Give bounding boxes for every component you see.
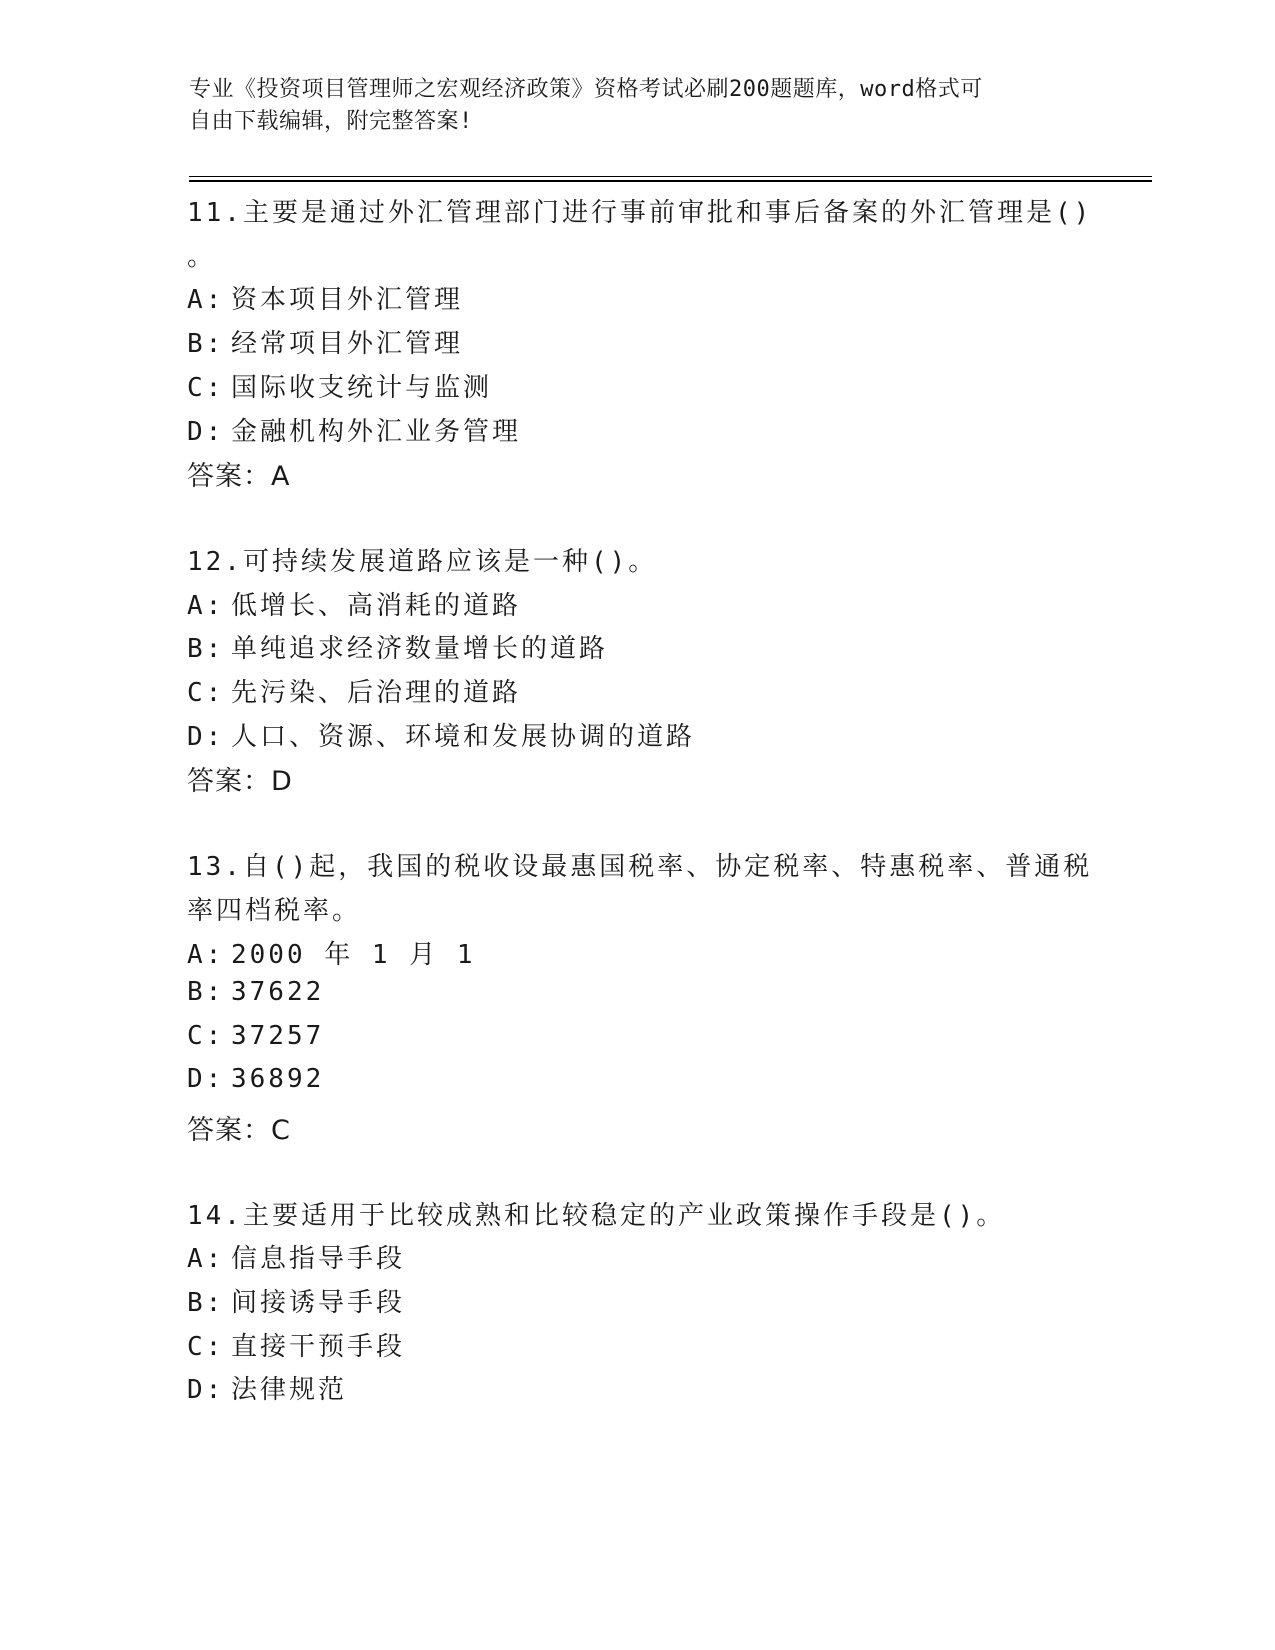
option-text: 2000 年 1 月 1 bbox=[231, 940, 476, 970]
question-14-option-d bbox=[187, 1369, 347, 1406]
option-letter: B: bbox=[187, 977, 225, 1007]
document-header bbox=[189, 74, 1089, 138]
option-letter: C: bbox=[187, 1021, 225, 1051]
question-13-option-a bbox=[187, 934, 476, 971]
option-letter: D: bbox=[187, 1064, 225, 1094]
option-letter: D: bbox=[187, 417, 225, 447]
question-11-option-d bbox=[187, 411, 521, 448]
option-text: 信息指导手段 bbox=[231, 1244, 406, 1274]
option-text: 37257 bbox=[231, 1021, 325, 1051]
question-11-answer: 答案：A bbox=[187, 461, 291, 492]
option-text: 资本项目外汇管理 bbox=[231, 285, 464, 315]
question-11-option-c bbox=[187, 367, 492, 404]
question-12-option-c bbox=[187, 672, 521, 709]
option-text: 先污染、后治理的道路 bbox=[231, 678, 522, 708]
question-11-stem-cont: 。 bbox=[187, 242, 217, 272]
option-letter: A: bbox=[187, 940, 225, 970]
option-letter: A: bbox=[187, 591, 225, 621]
question-13-answer: 答案：C bbox=[187, 1115, 291, 1146]
question-13-stem: 13.自()起，我国的税收设最惠国税率、协定税率、特惠税率、普通税 bbox=[187, 852, 1093, 882]
question-13-option-c bbox=[187, 1021, 324, 1051]
question-13-option-b bbox=[187, 977, 324, 1007]
question-14-option-c bbox=[187, 1326, 405, 1363]
option-letter: C: bbox=[187, 678, 225, 708]
question-11-option-a bbox=[187, 279, 463, 316]
question-12-option-d bbox=[187, 716, 695, 753]
option-text: 金融机构外汇业务管理 bbox=[231, 417, 522, 447]
question-12-answer: 答案：D bbox=[187, 766, 293, 797]
option-letter: B: bbox=[187, 329, 225, 359]
option-letter: A: bbox=[187, 285, 225, 315]
question-13-option-d bbox=[187, 1064, 324, 1094]
question-14-option-a bbox=[187, 1238, 405, 1275]
option-letter: D: bbox=[187, 1375, 225, 1405]
option-letter: A: bbox=[187, 1244, 225, 1274]
question-11-stem: 11.主要是通过外汇管理部门进行事前审批和事后备案的外汇管理是() bbox=[187, 198, 1093, 228]
header-line-1: 专业《投资项目管理师之宏观经济政策》资格考试必刷200题题库，word格式可 bbox=[189, 77, 983, 102]
option-text: 36892 bbox=[231, 1064, 325, 1094]
option-text: 低增长、高消耗的道路 bbox=[231, 591, 522, 621]
question-11-option-b bbox=[187, 323, 463, 360]
option-text: 人口、资源、环境和发展协调的道路 bbox=[231, 722, 696, 752]
option-text: 经常项目外汇管理 bbox=[231, 329, 464, 359]
option-letter: D: bbox=[187, 722, 225, 752]
question-13-stem-cont: 率四档税率。 bbox=[187, 896, 362, 926]
question-14-option-b bbox=[187, 1282, 405, 1319]
header-rule-thick bbox=[189, 180, 1152, 182]
option-text: 直接干预手段 bbox=[231, 1332, 406, 1362]
question-12-option-a bbox=[187, 585, 521, 622]
question-12-option-b bbox=[187, 628, 608, 665]
option-letter: C: bbox=[187, 1332, 225, 1362]
option-text: 间接诱导手段 bbox=[231, 1288, 406, 1318]
header-rule-thin bbox=[189, 176, 1152, 177]
option-letter: C: bbox=[187, 373, 225, 403]
option-text: 单纯追求经济数量增长的道路 bbox=[231, 634, 609, 664]
option-letter: B: bbox=[187, 634, 225, 664]
option-letter: B: bbox=[187, 1288, 225, 1318]
option-text: 国际收支统计与监测 bbox=[231, 373, 493, 403]
header-line-2: 自由下载编辑，附完整答案! bbox=[189, 109, 473, 134]
question-14-stem: 14.主要适用于比较成熟和比较稳定的产业政策操作手段是()。 bbox=[187, 1201, 1006, 1231]
option-text: 法律规范 bbox=[231, 1375, 348, 1405]
option-text: 37622 bbox=[231, 977, 325, 1007]
question-12-stem: 12.可持续发展道路应该是一种()。 bbox=[187, 547, 658, 577]
